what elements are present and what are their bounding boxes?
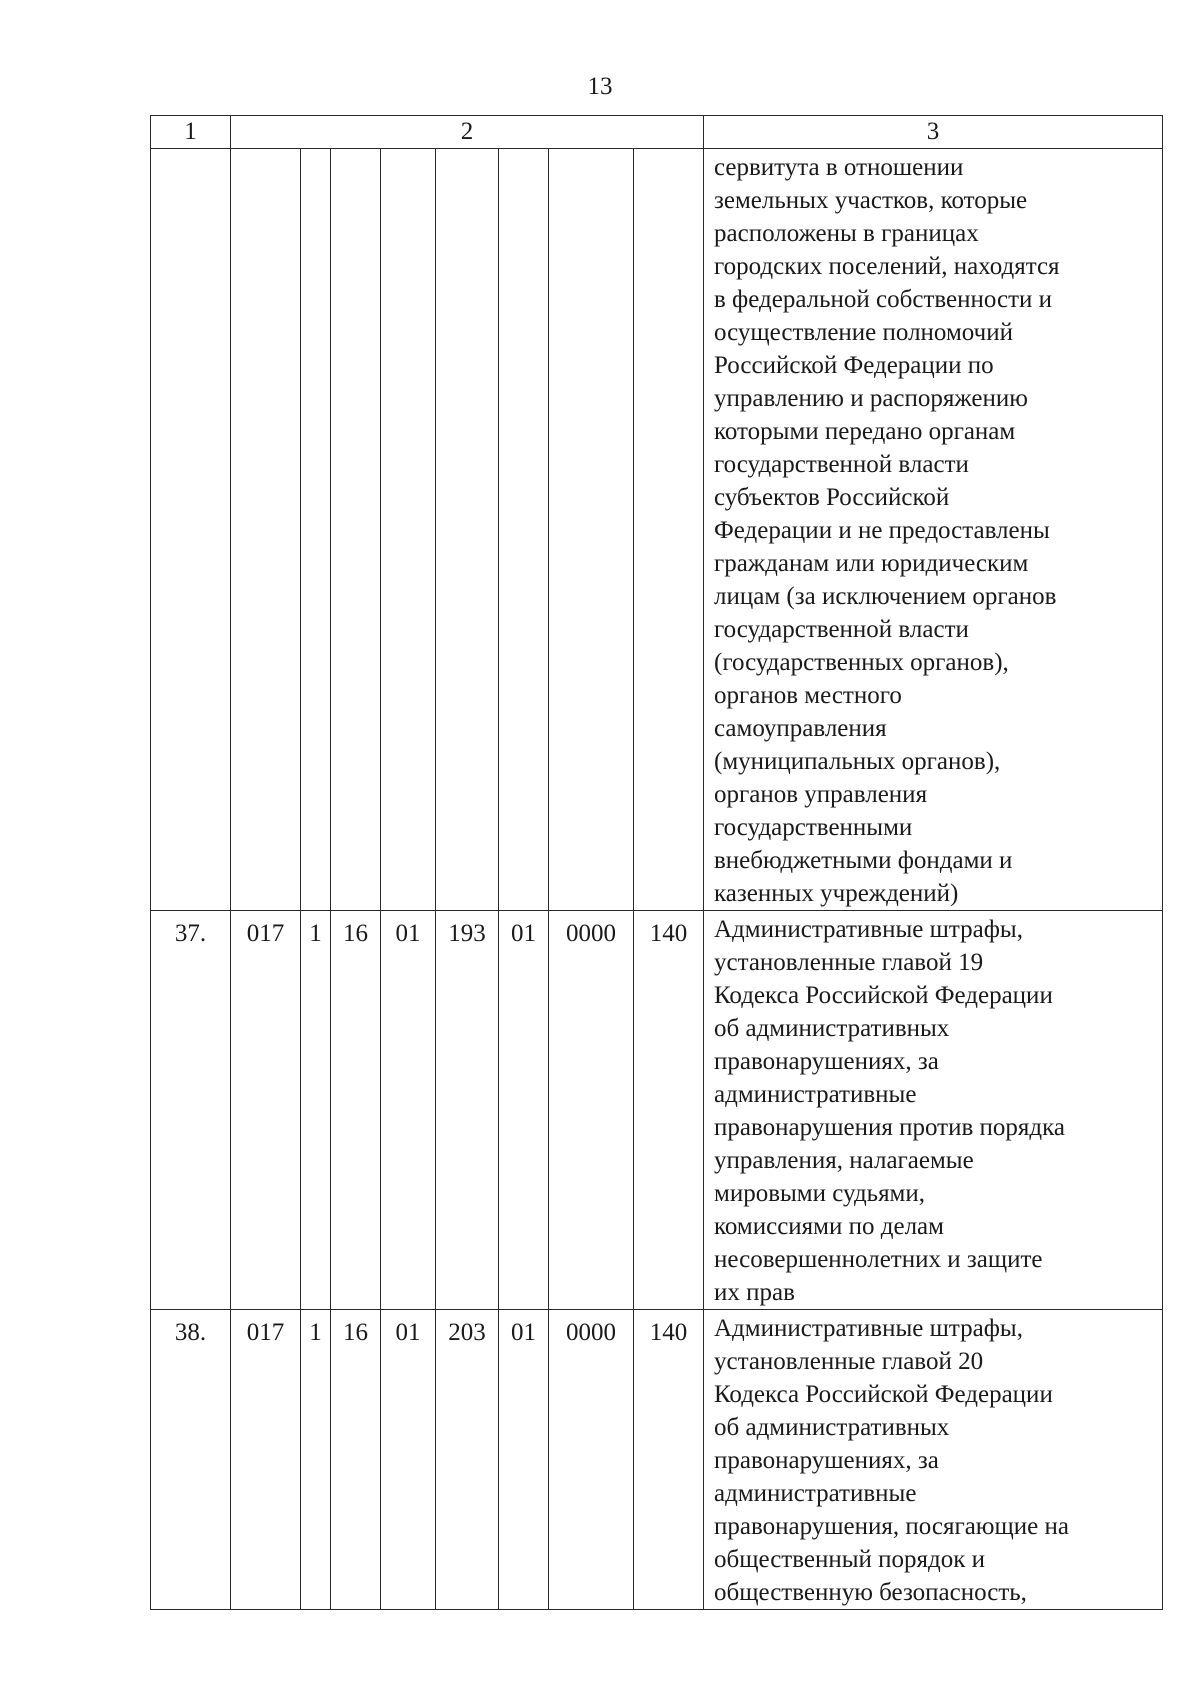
code-segment: 01 bbox=[381, 911, 436, 1310]
row-number bbox=[151, 149, 231, 911]
description-line: общественную безопасность, bbox=[714, 1579, 1027, 1606]
description-line: городских поселений, находятся bbox=[714, 253, 1060, 280]
code-segment: 140 bbox=[634, 1310, 704, 1610]
code-segment: 017 bbox=[231, 1310, 301, 1610]
code-segment: 0000 bbox=[549, 1310, 634, 1610]
table-row bbox=[151, 1310, 1163, 1610]
description-line: правонарушения против порядка bbox=[714, 1114, 1065, 1141]
description-line: (муниципальных органов), bbox=[714, 748, 1001, 775]
description-line: их прав bbox=[714, 1279, 795, 1306]
code-segment bbox=[301, 149, 331, 911]
description-line: установленные главой 20 bbox=[714, 1348, 984, 1375]
description-line: об административных bbox=[714, 1414, 950, 1441]
description-line: административные bbox=[714, 1081, 917, 1108]
code-segment: 01 bbox=[381, 1310, 436, 1610]
description-line: управления, налагаемые bbox=[714, 1147, 974, 1174]
description-line: Кодекса Российской Федерации bbox=[714, 982, 1053, 1009]
description-line: государственными bbox=[714, 814, 913, 841]
description-line: управлению и распоряжению bbox=[714, 385, 1028, 412]
description-line: Административные штрафы, bbox=[714, 1315, 1023, 1342]
code-segment: 203 bbox=[436, 1310, 499, 1610]
column-header-1: 1 bbox=[151, 116, 231, 149]
code-segment: 017 bbox=[231, 911, 301, 1310]
description-line: (государственных органов), bbox=[714, 649, 1009, 676]
column-header-2: 2 bbox=[231, 116, 704, 149]
description-line: Российской Федерации по bbox=[714, 352, 994, 379]
code-segment bbox=[436, 149, 499, 911]
budget-codes-table bbox=[150, 115, 1163, 1610]
description-line: самоуправления bbox=[714, 715, 887, 742]
description-line: расположены в границах bbox=[714, 220, 979, 247]
description-line: мировыми судьями, bbox=[714, 1180, 926, 1207]
description-line: Федерации и не предоставлены bbox=[714, 517, 1050, 544]
description-line: органов управления bbox=[714, 781, 928, 808]
description-line: государственной власти bbox=[714, 616, 969, 643]
description-line: казенных учреждений) bbox=[714, 880, 959, 907]
description-line: правонарушениях, за bbox=[714, 1447, 939, 1474]
description-line: сервитута в отношении bbox=[714, 154, 964, 181]
description-line: административные bbox=[714, 1480, 917, 1507]
row-number: 37. bbox=[151, 911, 231, 1310]
code-segment: 01 bbox=[499, 1310, 549, 1610]
table-header-row bbox=[151, 116, 1163, 149]
column-header-3: 3 bbox=[704, 116, 1163, 149]
description-line: Кодекса Российской Федерации bbox=[714, 1381, 1053, 1408]
description-cell bbox=[704, 911, 1163, 1310]
description-line: внебюджетными фондами и bbox=[714, 847, 1013, 874]
description-line: субъектов Российской bbox=[714, 484, 950, 511]
code-segment bbox=[549, 149, 634, 911]
table-row bbox=[151, 911, 1163, 1310]
code-segment: 01 bbox=[499, 911, 549, 1310]
description-line: осуществление полномочий bbox=[714, 319, 1013, 346]
description-line: об административных bbox=[714, 1015, 950, 1042]
description-line: общественный порядок и bbox=[714, 1546, 986, 1573]
description-line: земельных участков, которые bbox=[714, 187, 1028, 214]
code-segment bbox=[634, 149, 704, 911]
code-segment: 16 bbox=[331, 1310, 381, 1610]
code-segment: 193 bbox=[436, 911, 499, 1310]
code-segment: 1 bbox=[301, 1310, 331, 1610]
description-line: правонарушениях, за bbox=[714, 1048, 939, 1075]
code-segment bbox=[231, 149, 301, 911]
description-line: комиссиями по делам bbox=[714, 1213, 944, 1240]
code-segment: 140 bbox=[634, 911, 704, 1310]
description-line: несовершеннолетних и защите bbox=[714, 1246, 1043, 1273]
description-line: гражданам или юридическим bbox=[714, 550, 1029, 577]
code-segment: 0000 bbox=[549, 911, 634, 1310]
description-cell bbox=[704, 1310, 1163, 1610]
description-line: Административные штрафы, bbox=[714, 916, 1023, 943]
code-segment: 1 bbox=[301, 911, 331, 1310]
code-segment bbox=[499, 149, 549, 911]
description-line: лицам (за исключением органов bbox=[714, 583, 1057, 610]
description-cell bbox=[704, 149, 1163, 911]
description-line: правонарушения, посягающие на bbox=[714, 1513, 1069, 1540]
description-line: государственной власти bbox=[714, 451, 969, 478]
code-segment: 16 bbox=[331, 911, 381, 1310]
description-line: в федеральной собственности и bbox=[714, 286, 1053, 313]
description-line: установленные главой 19 bbox=[714, 949, 984, 976]
description-line: органов местного bbox=[714, 682, 902, 709]
page-number: 13 bbox=[587, 73, 613, 100]
table-row bbox=[151, 149, 1163, 911]
code-segment bbox=[381, 149, 436, 911]
code-segment bbox=[331, 149, 381, 911]
description-line: которыми передано органам bbox=[714, 418, 1016, 445]
row-number: 38. bbox=[151, 1310, 231, 1610]
